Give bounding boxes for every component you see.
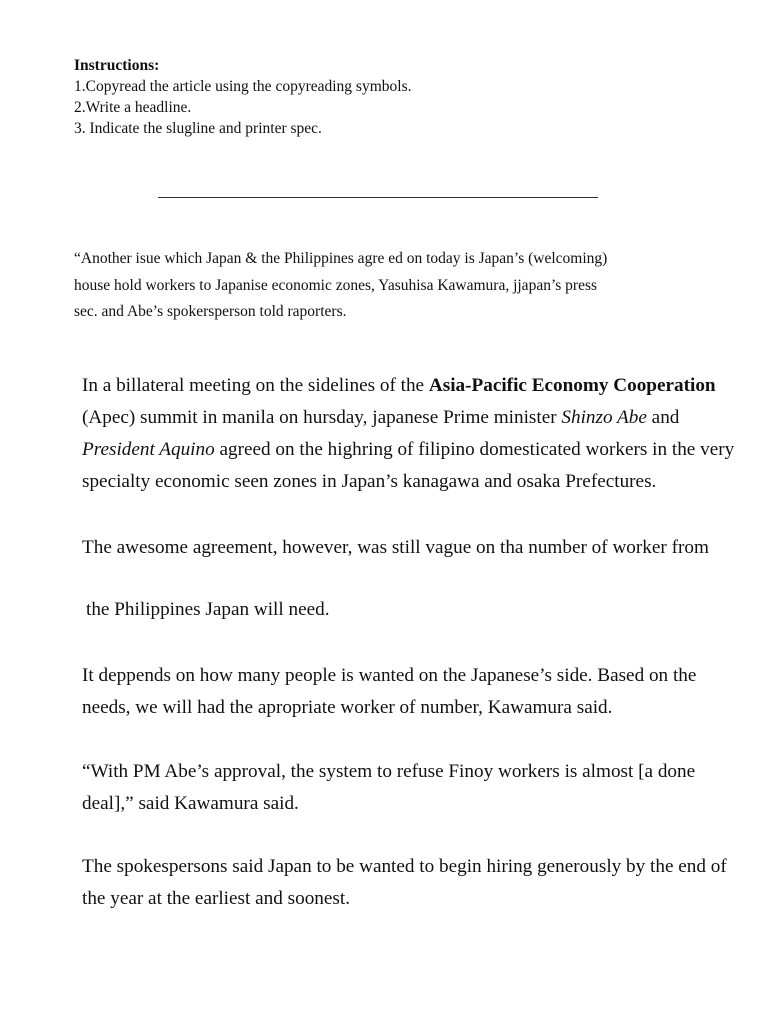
p1-line-1-text: In a billateral meeting on the sidelines of the [82,375,429,396]
p2-line-1: The awesome agreement, however, was still vague on tha number of worker from [82,537,709,558]
lead-line-2: house hold workers to Japanise economic zones, Yasuhisa Kawamura, jjapan’s press [74,276,598,294]
p5-line-1: “With PM Abe’s approval, the system to refuse Finoy workers is almost [a done [82,761,696,782]
aquino-name: President Aquino [82,439,215,460]
p1-line-2 [82,402,742,434]
article-paragraph-4 [82,660,742,724]
p1-line-3 [82,434,742,466]
p3-line-1: the Philippines Japan will need. [86,599,330,620]
p4-line-2: needs, we will had the apropriate worker of number, Kawamura said. [82,697,613,718]
article-paragraph-6 [82,851,742,915]
headline-blank-line [158,197,598,198]
article-paragraph-5 [82,756,742,820]
lead-paragraph [74,246,714,326]
lead-line-1: “Another isue which Japan & the Philippines agre ed on today is Japan’s (welcoming) [74,250,608,267]
article-paragraph-3 [82,594,742,626]
p1-line-4: specialty economic seen zones in Japan’s kanagawa and osaka Prefectures. [82,471,657,492]
instruction-item-2: 2.Write a headline. [74,99,192,116]
instructions-title: Instructions: [74,57,160,74]
p1-line-1 [82,370,742,402]
p1-line-3-text: agreed on the highring of filipino domesticated workers in the very [214,439,735,460]
p6-line-2: the year at the earliest and soonest. [82,888,350,909]
abe-name: Shinzo Abe [561,407,647,428]
instruction-item-3: 3. Indicate the slugline and printer spec. [74,120,322,137]
lead-line-3: sec. and Abe’s spokersperson told raporters. [74,303,347,320]
p1-line-2-tail: and [646,407,680,428]
apec-name: Asia-Pacific Economy Cooperation [428,375,716,396]
instructions-block [74,55,694,139]
p1-line-2-text: (Apec) summit in manila on hursday, japanese Prime minister [82,407,562,428]
p5-line-2: deal],” said Kawamura said. [82,793,299,814]
p4-line-1: It deppends on how many people is wanted on the Japanese’s side. Based on the [82,665,697,686]
article-paragraph-2 [82,532,742,564]
article-paragraph-1 [82,370,742,498]
p6-line-1: The spokespersons said Japan to be wanted to begin hiring generously by the end of [82,856,727,877]
instruction-item-1: 1.Copyread the article using the copyreading symbols. [74,78,412,95]
